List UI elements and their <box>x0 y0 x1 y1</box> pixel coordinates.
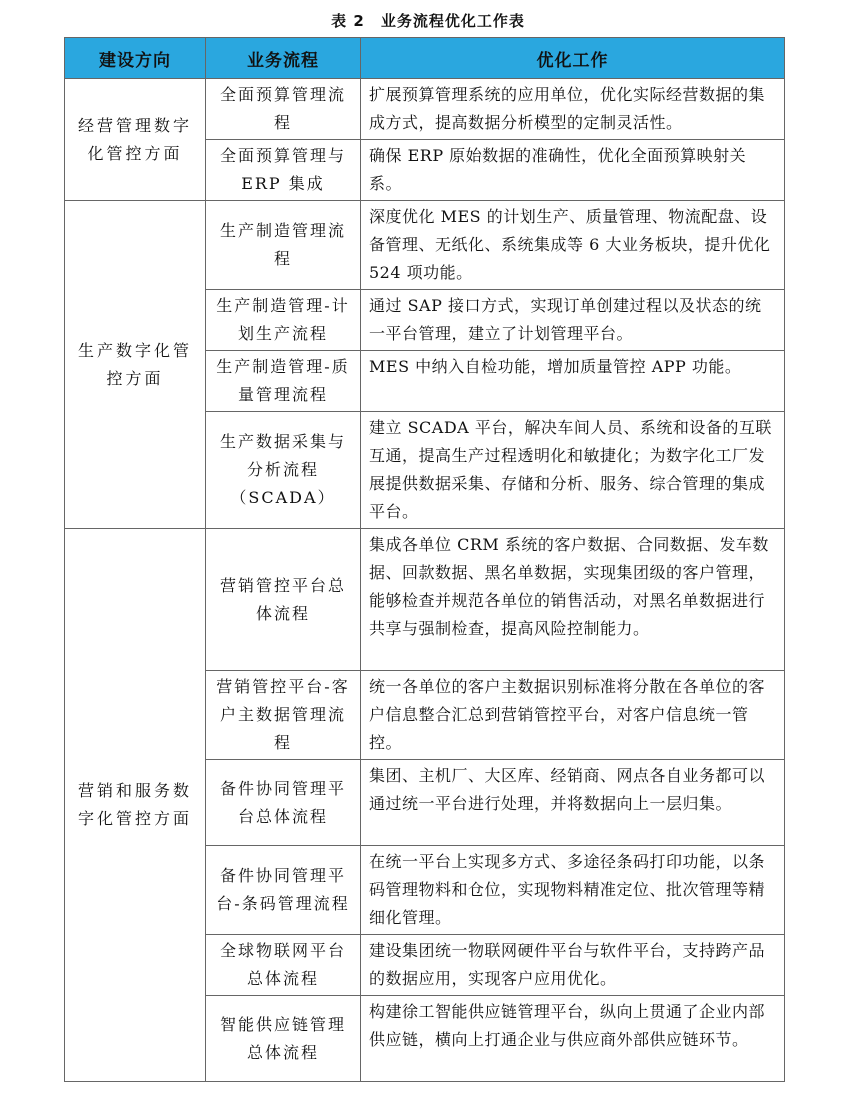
work-cell: 确保 ERP 原始数据的准确性，优化全面预算映射关系。 <box>361 140 785 201</box>
table-row <box>65 201 785 290</box>
work-cell: 集团、主机厂、大区库、经销商、网点各自业务都可以通过统一平台进行处理，并将数据向上一层归集。 <box>361 760 785 846</box>
process-cell: 备件协同管理平台-条码管理流程 <box>206 846 361 935</box>
process-cell: 营销管控平台总体流程 <box>206 529 361 671</box>
process-cell: 全面预算管理流程 <box>206 79 361 140</box>
process-cell: 生产制造管理-质量管理流程 <box>206 351 361 412</box>
work-cell: 在统一平台上实现多方式、多途径条码打印功能，以条码管理物料和仓位，实现物料精准定位、批次管理等精细化管理。 <box>361 846 785 935</box>
category-cell: 营销和服务数字化管控方面 <box>65 529 206 1082</box>
header-process: 业务流程 <box>206 38 361 79</box>
header-row <box>65 38 785 79</box>
process-cell: 生产数据采集与分析流程（SCADA） <box>206 412 361 529</box>
table-row <box>65 529 785 671</box>
process-optimization-table <box>64 37 785 1082</box>
process-cell: 营销管控平台-客户主数据管理流程 <box>206 671 361 760</box>
category-cell: 生产数字化管控方面 <box>65 201 206 529</box>
work-cell: 集成各单位 CRM 系统的客户数据、合同数据、发车数据、回款数据、黑名单数据，实现集团级的客户管理，能够检查并规范各单位的销售活动，对黑名单数据进行共享与强制检查，提高风险控制能力。 <box>361 529 785 671</box>
header-work: 优化工作 <box>361 38 785 79</box>
work-cell: 深度优化 MES 的计划生产、质量管理、物流配盘、设备管理、无纸化、系统集成等 6 大业务板块，提升优化 524 项功能。 <box>361 201 785 290</box>
process-cell: 智能供应链管理总体流程 <box>206 996 361 1082</box>
table-row <box>65 79 785 140</box>
work-cell: 建立 SCADA 平台，解决车间人员、系统和设备的互联互通，提高生产过程透明化和敏捷化；为数字化工厂发展提供数据采集、存储和分析、服务、综合管理的集成平台。 <box>361 412 785 529</box>
work-cell: 统一各单位的客户主数据识别标准将分散在各单位的客户信息整合汇总到营销管控平台，对客户信息统一管控。 <box>361 671 785 760</box>
work-cell: 构建徐工智能供应链管理平台，纵向上贯通了企业内部供应链，横向上打通企业与供应商外部供应链环节。 <box>361 996 785 1082</box>
work-cell: MES 中纳入自检功能，增加质量管控 APP 功能。 <box>361 351 785 412</box>
category-cell: 经营管理数字化管控方面 <box>65 79 206 201</box>
table-caption: 表 2 业务流程优化工作表 <box>331 12 525 30</box>
work-cell: 通过 SAP 接口方式，实现订单创建过程以及状态的统一平台管理，建立了计划管理平台。 <box>361 290 785 351</box>
process-cell: 备件协同管理平台总体流程 <box>206 760 361 846</box>
process-cell: 全面预算管理与ERP 集成 <box>206 140 361 201</box>
header-direction: 建设方向 <box>65 38 206 79</box>
work-cell: 扩展预算管理系统的应用单位，优化实际经营数据的集成方式，提高数据分析模型的定制灵活性。 <box>361 79 785 140</box>
process-cell: 全球物联网平台总体流程 <box>206 935 361 996</box>
process-cell: 生产制造管理-计划生产流程 <box>206 290 361 351</box>
process-cell: 生产制造管理流程 <box>206 201 361 290</box>
work-cell: 建设集团统一物联网硬件平台与软件平台，支持跨产品的数据应用，实现客户应用优化。 <box>361 935 785 996</box>
